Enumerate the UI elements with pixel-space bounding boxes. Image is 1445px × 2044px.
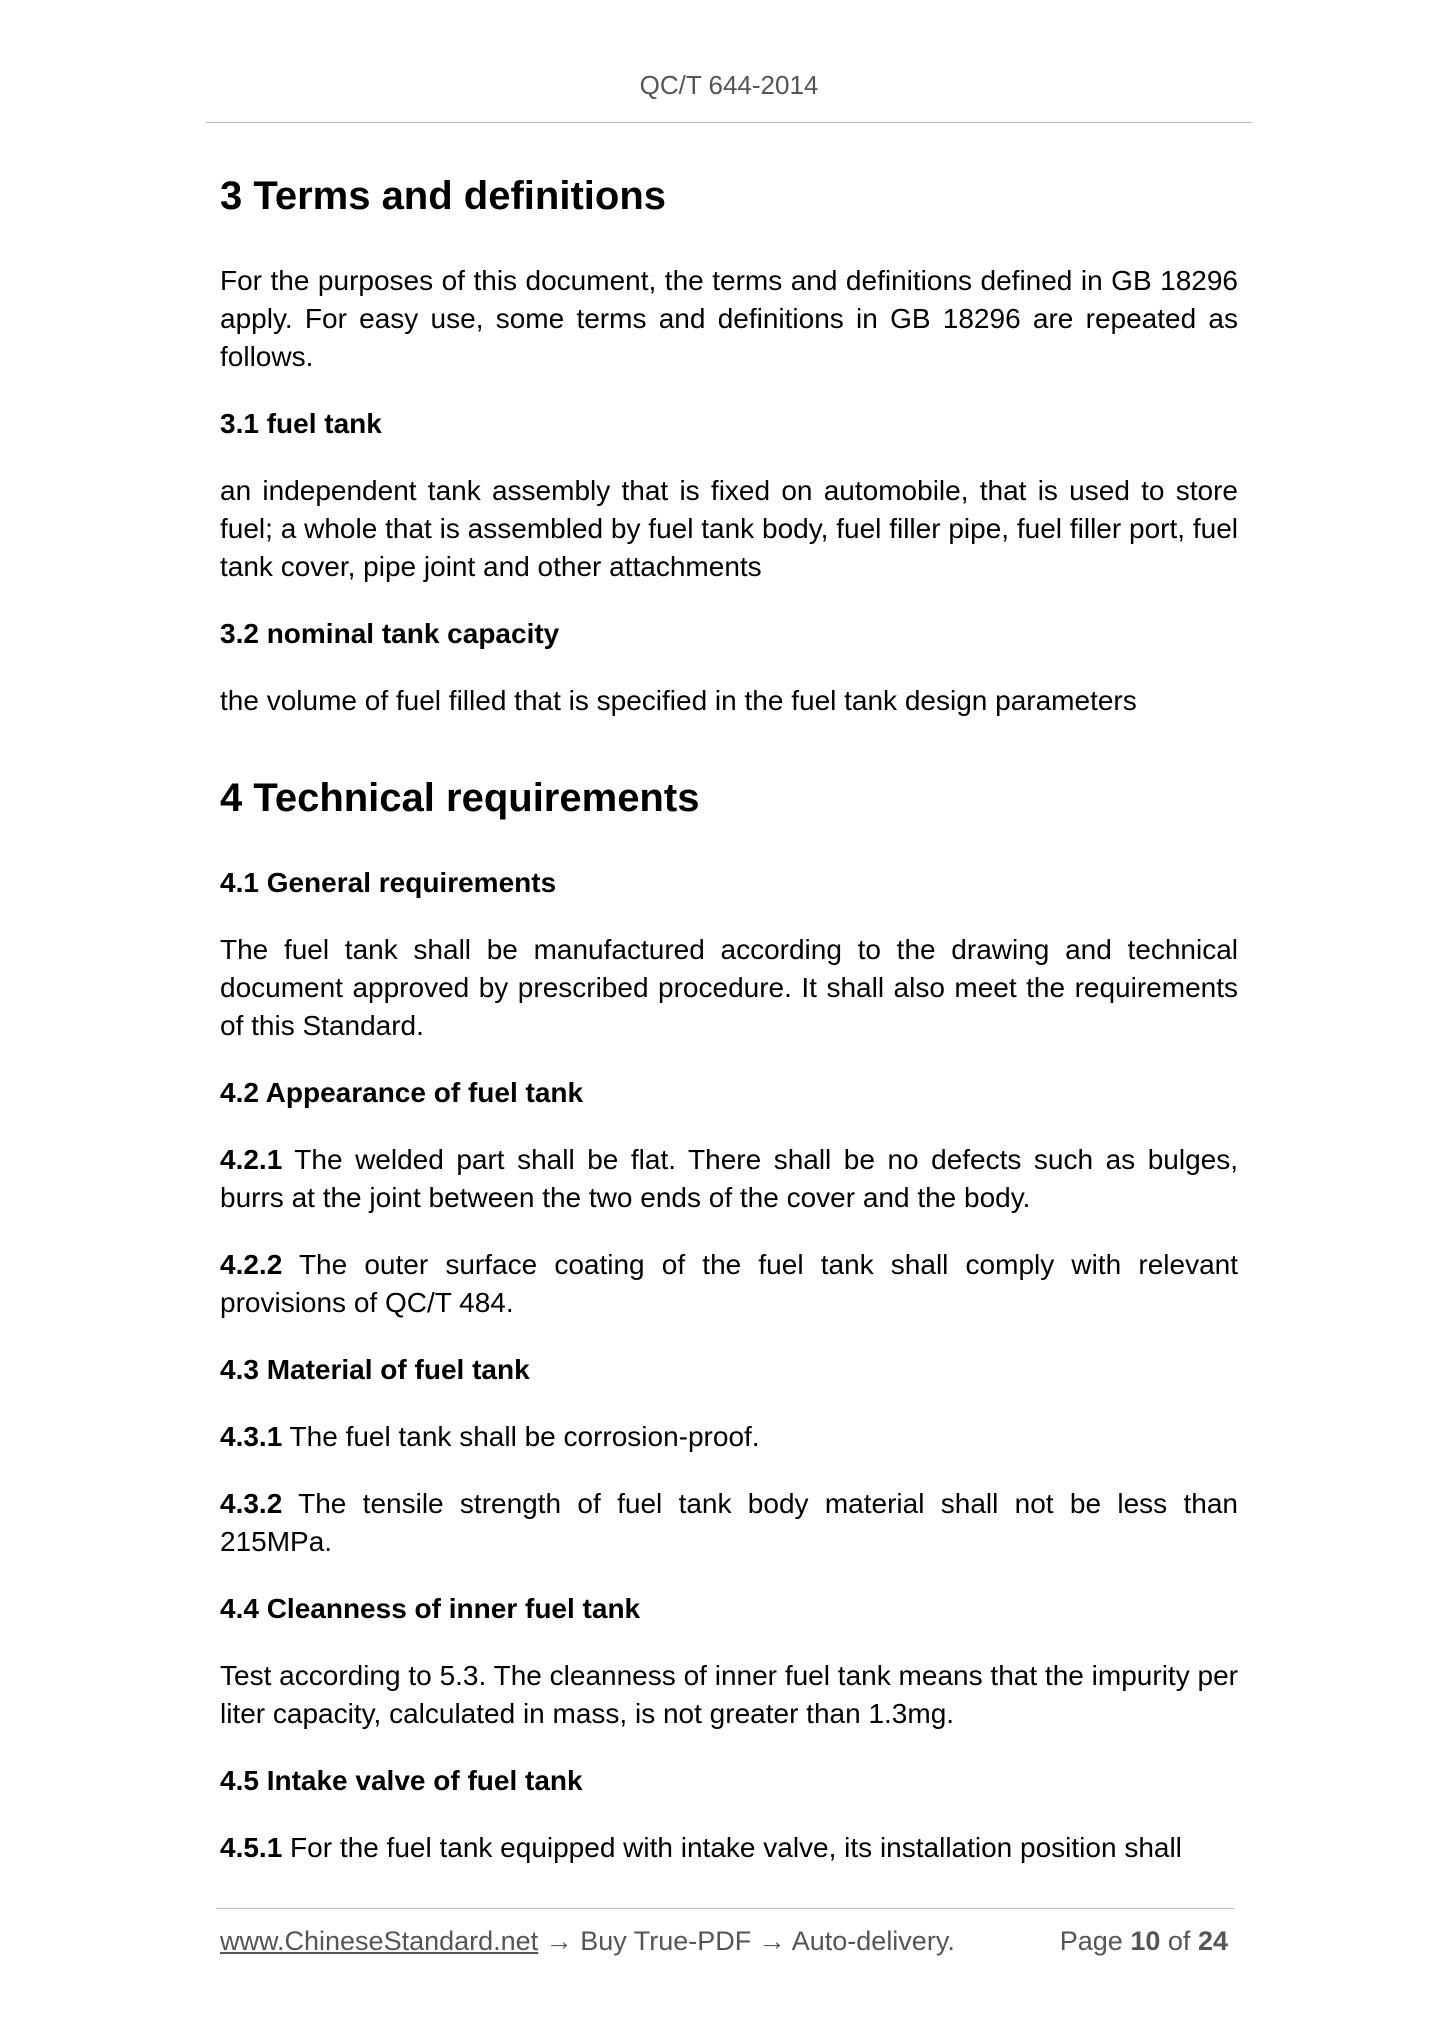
clause-4-3-2-number: 4.3.2 (220, 1488, 283, 1519)
clause-4-2-1-text: The welded part shall be flat. There shall be no defects such as bulges, burrs at the joint between the two ends of the cover and the body. (220, 1144, 1238, 1213)
clause-4-2-1-number: 4.2.1 (220, 1144, 283, 1175)
of-label: of (1167, 1926, 1191, 1956)
section-4-title: 4 Technical requirements (220, 776, 700, 820)
page-indicator (1060, 1926, 1228, 1957)
clause-4-1-title: 4.1 General requirements (220, 867, 557, 898)
clause-4-2-title: 4.2 Appearance of fuel tank (220, 1077, 584, 1108)
page-total: 24 (1197, 1926, 1228, 1956)
clause-4-2-2-number: 4.2.2 (220, 1249, 283, 1280)
clause-4-3-2 (220, 1485, 1238, 1561)
section-3-title: 3 Terms and definitions (220, 174, 666, 218)
clause-4-2-1 (220, 1141, 1238, 1217)
clause-4-5-title: 4.5 Intake valve of fuel tank (220, 1765, 583, 1796)
document-body (220, 168, 1238, 1896)
clause-3-1-text: an independent tank assembly that is fixed on automobile, that is used to store fuel; a whole that is assembled by fuel tank body, fuel filler pipe, fuel filler port, fuel tank cover, pipe joint and other attachments (220, 475, 1238, 582)
clause-4-3-1-number: 4.3.1 (220, 1421, 283, 1452)
clause-4-4-text: Test according to 5.3. The cleanness of inner fuel tank means that the impurity per liter capacity, calculated in mass, is not greater than 1.3mg. (220, 1660, 1238, 1729)
clause-4-3-1-text: The fuel tank shall be corrosion-proof. (282, 1421, 760, 1452)
clause-4-5-1-text: For the fuel tank equipped with intake valve, its installation position shall (282, 1832, 1182, 1863)
clause-3-1-title: 3.1 fuel tank (220, 408, 382, 439)
clause-4-2-2-text: The outer surface coating of the fuel tank shall comply with relevant provisions of QC/T 484. (220, 1249, 1238, 1318)
footer-tagline: → Buy True-PDF → Auto-delivery. (538, 1926, 955, 1956)
clause-4-3-1 (220, 1418, 1238, 1456)
clause-4-3-title: 4.3 Material of fuel tank (220, 1354, 530, 1385)
clause-4-2-2 (220, 1246, 1238, 1322)
website-link[interactable]: www.ChineseStandard.net (220, 1926, 539, 1956)
clause-4-5-1 (220, 1829, 1238, 1867)
clause-4-3-2-text: The tensile strength of fuel tank body material shall not be less than 215MPa. (220, 1488, 1238, 1557)
footer-divider (216, 1908, 1234, 1909)
header-divider (206, 122, 1252, 123)
clause-3-2-title: 3.2 nominal tank capacity (220, 618, 560, 649)
clause-3-2-text: the volume of fuel filled that is specified in the fuel tank design parameters (220, 685, 1137, 716)
footer-promo (220, 1926, 955, 1957)
clause-4-1-text: The fuel tank shall be manufactured according to the drawing and technical document approved by prescribed procedure. It shall also meet the requirements of this Standard. (220, 934, 1238, 1041)
page-current: 10 (1130, 1926, 1161, 1956)
section-3-intro: For the purposes of this document, the terms and definitions defined in GB 18296 apply. For easy use, some terms and definitions in GB 18296 are repeated as follows. (220, 265, 1238, 372)
clause-4-4-title: 4.4 Cleanness of inner fuel tank (220, 1593, 641, 1624)
clause-4-5-1-number: 4.5.1 (220, 1832, 283, 1863)
page-header-doc-id: QC/T 644-2014 (639, 70, 819, 100)
page-label: Page (1059, 1926, 1123, 1956)
